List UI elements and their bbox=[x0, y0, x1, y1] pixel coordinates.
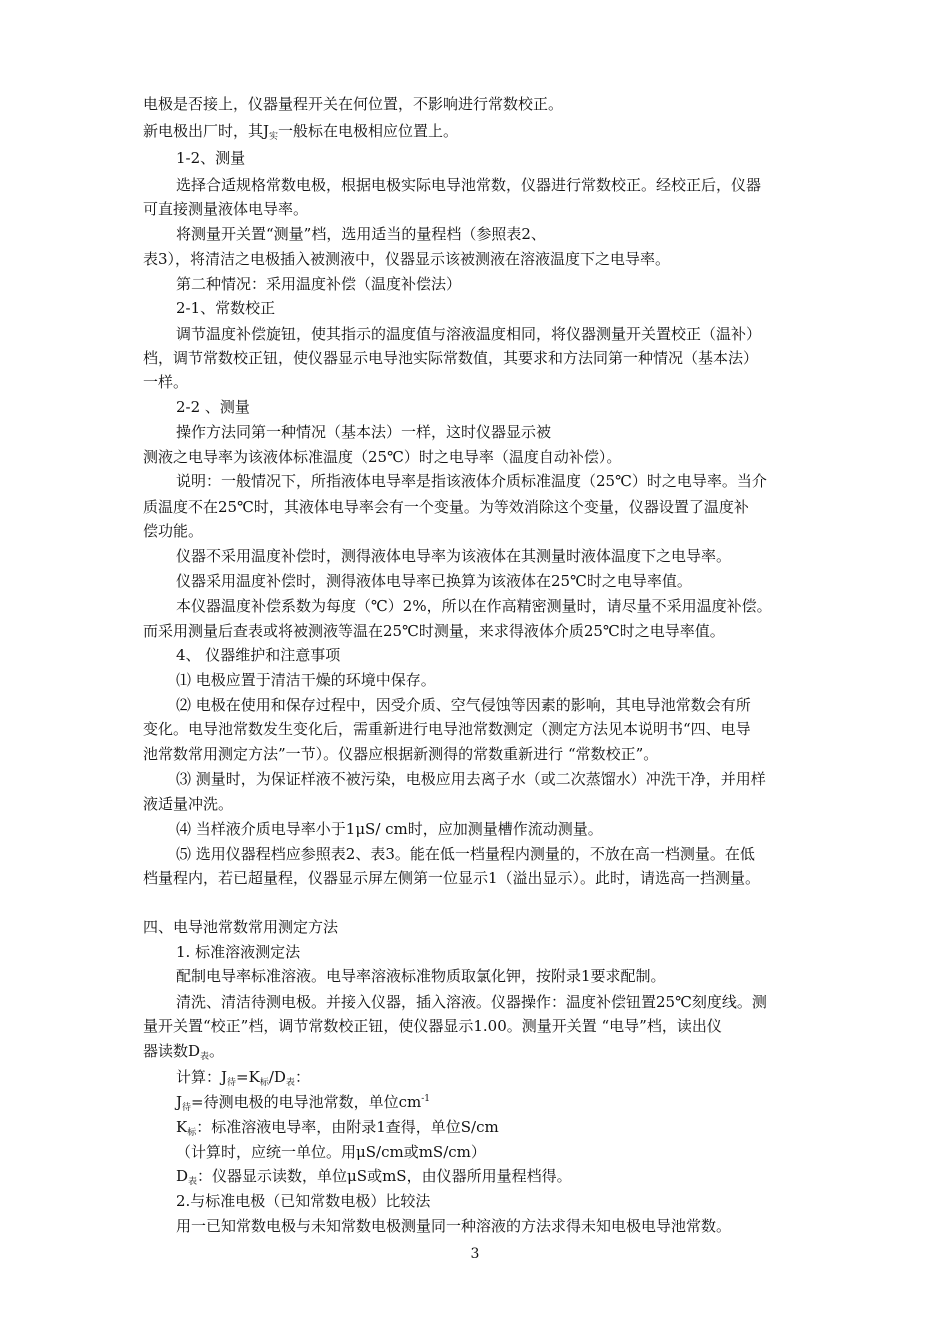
list-item: ⑷ 当样液介质电导率小于1μS/ cm时，应加测量槽作流动测量。 bbox=[176, 820, 603, 838]
subscript: 标 bbox=[259, 1078, 269, 1088]
text-line: 质温度不在25℃时，其液体电导率会有一个变量。为等效消除这个变量，仪器设置了温度补 bbox=[143, 498, 749, 516]
text-line: 用一已知常数电极与未知常数电极测量同一种溶液的方法求得未知电极电导池常数。 bbox=[176, 1217, 732, 1235]
text-line: 清洗、清洁待测电极。并接入仪器，插入溶液。仪器操作：温度补偿钮置25℃刻度线。测 bbox=[176, 993, 767, 1011]
text-line: 一样。 bbox=[143, 373, 189, 391]
list-item: ⑸ 选用仪器程档应参照表2、表3。能在低一档量程内测量的，不放在高一档测量。在低 bbox=[176, 845, 755, 863]
text-line: 仪器不采用温度补偿时，测得液体电导率为该液体在其测量时液体温度下之电导率。 bbox=[176, 547, 732, 565]
text-line: 可直接测量液体电导率。 bbox=[143, 200, 309, 218]
text-line: 器读数$D_表$。 bbox=[143, 1042, 225, 1062]
page-number: 3 bbox=[470, 1246, 480, 1262]
section-heading: 2-1、常数校正 bbox=[176, 299, 276, 317]
list-item: ⑵ 电极在使用和保存过程中，因受介质、空气侵蚀等因素的影响，其电导池常数会有所 bbox=[176, 696, 751, 714]
section-heading: 2.与标准电极（已知常数电极）比较法 bbox=[176, 1192, 431, 1210]
text-line: 新电极出厂时，其$J_实$一般标在电极相应位置上。 bbox=[143, 122, 459, 142]
subscript: 待 bbox=[227, 1078, 237, 1088]
subscript: 待 bbox=[182, 1103, 192, 1113]
text-line: 表3），将清洁之电极插入被测液中，仪器显示该被测液在溶液温度下之电导率。 bbox=[143, 250, 671, 268]
text-line: 本仪器温度补偿系数为每度（℃）2%，所以在作高精密测量时，请尽量不采用温度补偿。 bbox=[176, 597, 772, 615]
text-line: 电极是否接上，仪器量程开关在何位置，不影响进行常数校正。 bbox=[143, 95, 564, 113]
subscript: 表 bbox=[285, 1078, 295, 1088]
section-heading: 1-2、测量 bbox=[176, 149, 246, 167]
text-line: 变化。电导池常数发生变化后，需重新进行电导池常数测定（测定方法见本说明书“四、电导 bbox=[143, 720, 751, 738]
text-line: 操作方法同第一种情况（基本法）一样，这时仪器显示被 bbox=[176, 423, 552, 441]
text-line: 配制电导率标准溶液。电导率溶液标准物质取氯化钾，按附录1要求配制。 bbox=[176, 967, 666, 985]
text-line: 池常数常用测定方法”一节）。仪器应根据新测得的常数重新进行 “常数校正”。 bbox=[143, 745, 659, 763]
list-item: ⑴ 电极应置于清洁干燥的环境中保存。 bbox=[176, 671, 436, 689]
list-item: ⑶ 测量时，为保证样液不被污染，电极应用去离子水（或二次蒸馏水）冲洗干净，并用样 bbox=[176, 770, 766, 788]
text-line: 将测量开关置“测量”档，选用适当的量程档（参照表2、 bbox=[176, 225, 546, 243]
formula-line: 计算：$J_待=K_标/D_表$： bbox=[176, 1068, 310, 1088]
text-line: 偿功能。 bbox=[143, 522, 204, 540]
text-line: 选择合适规格常数电极，根据电极实际电导池常数，仪器进行常数校正。经校正后，仪器 bbox=[176, 176, 762, 194]
section-heading: 2-2 、测量 bbox=[176, 398, 250, 416]
subscript: 表 bbox=[200, 1052, 210, 1062]
subscript: 实 bbox=[269, 132, 279, 142]
section-heading: 四、电导池常数常用测定方法 bbox=[143, 918, 339, 936]
section-heading: 第二种情况：采用温度补偿（温度补偿法） bbox=[176, 275, 462, 293]
text-line: 调节温度补偿旋钮，使其指示的温度值与溶液温度相同，将仪器测量开关置校正（温补） bbox=[176, 325, 762, 343]
section-heading: 4、 仪器维护和注意事项 bbox=[176, 646, 341, 664]
section-heading: 1. 标准溶液测定法 bbox=[176, 943, 301, 961]
superscript: -1 bbox=[421, 1094, 431, 1104]
text-line: 档，调节常数校正钮，使仪器显示电导池实际常数值，其要求和方法同第一种情况（基本法） bbox=[143, 349, 759, 367]
text-line: $D_表$：仪器显示读数，单位μS或mS，由仪器所用量程档得。 bbox=[176, 1167, 572, 1187]
text-line: 仪器采用温度补偿时，测得液体电导率已换算为该液体在25℃时之电导率值。 bbox=[176, 572, 692, 590]
text-line: $K_标$：标准溶液电导率，由附录1查得，单位S/cm bbox=[176, 1118, 499, 1138]
text-line: 量开关置“校正”档，调节常数校正钮，使仪器显示1.00。测量开关置 “电导”档，读出仪 bbox=[143, 1017, 722, 1035]
text-line: 液适量冲洗。 bbox=[143, 795, 234, 813]
text-line: （计算时，应统一单位。用μS/cm或mS/cm） bbox=[176, 1143, 486, 1161]
text-line: 说明：一般情况下，所指液体电导率是指该液体介质标准温度（25℃）时之电导率。当介 bbox=[176, 472, 767, 490]
text-line: 档量程内，若已超量程，仪器显示屏左侧第一位显示1（溢出显示）。此时，请选高一挡测量。 bbox=[143, 869, 761, 887]
subscript: 表 bbox=[188, 1177, 198, 1187]
subscript: 标 bbox=[187, 1128, 197, 1138]
text-line: $J_待=$待测电极的电导池常数，单位$cm^{-1}$ bbox=[176, 1093, 431, 1113]
text-line: 而采用测量后查表或将被测液等温在25℃时测量，来求得液体介质25℃时之电导率值。 bbox=[143, 622, 725, 640]
text-line: 测液之电导率为该液体标准温度（25℃）时之电导率（温度自动补偿）。 bbox=[143, 448, 622, 466]
